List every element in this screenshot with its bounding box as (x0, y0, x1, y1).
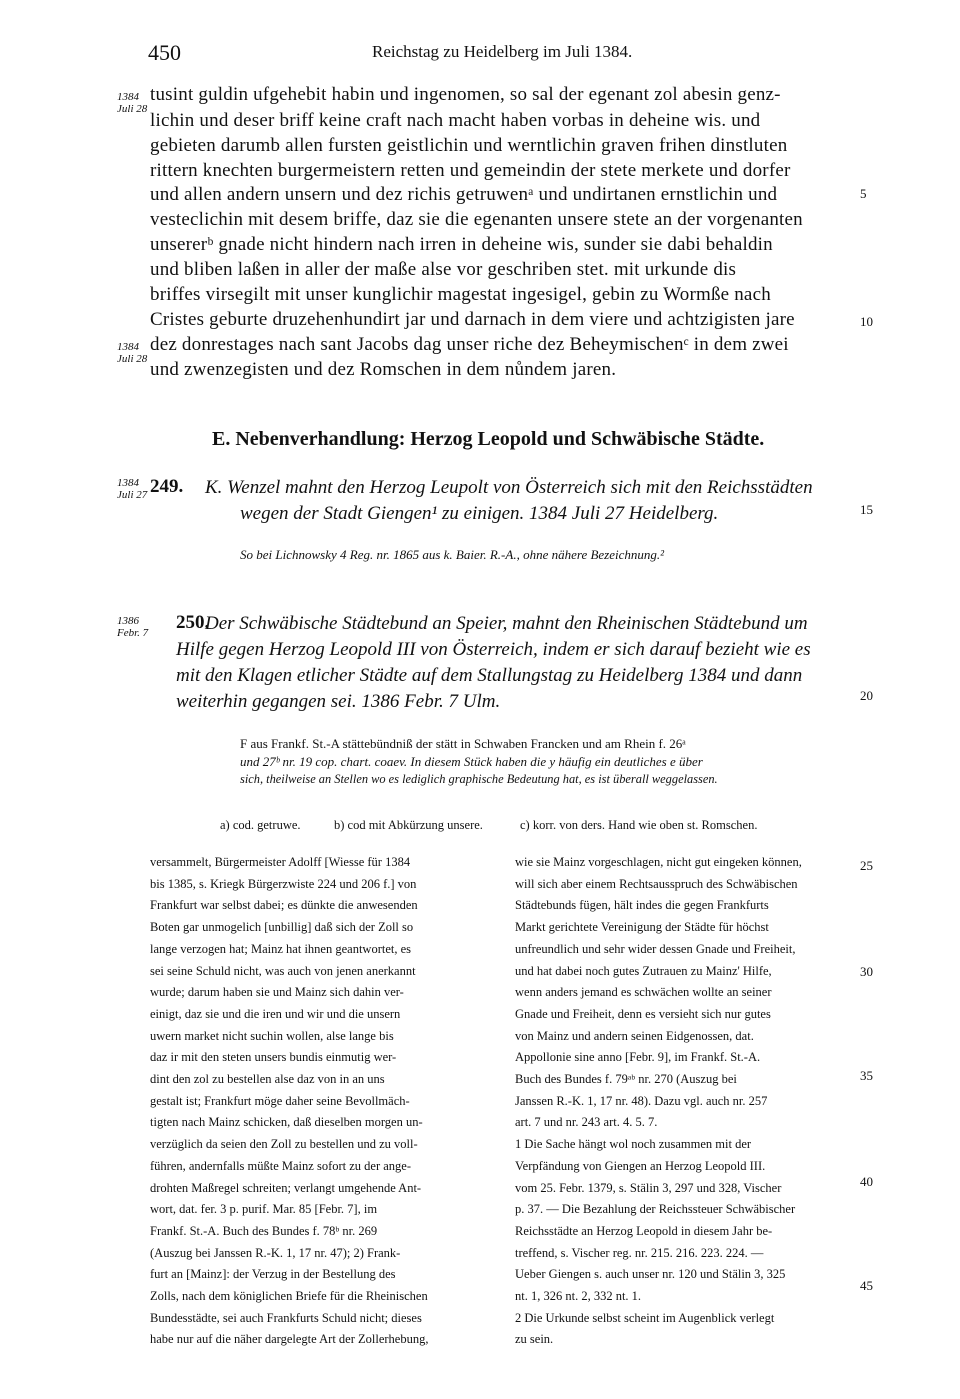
charter-line: vesteclichin mit desem briffe, daz sie die egenanten unsere stete an der vorgenanten (150, 209, 803, 230)
charter-line: unsererᵇ gnade nicht hindern nach irren in deheine wis, sunder sie dabi behaldin (150, 234, 773, 255)
entry-249-title-line: K. Wenzel mahnt den Herzog Leupolt von Österreich sich mit den Reichsstädten (205, 477, 813, 498)
footnote-column-right (515, 852, 855, 1351)
margin-date: 1386 Febr. 7 (117, 615, 149, 639)
margin-date: 1384 Juli 28 (117, 91, 148, 115)
footnote-line: Janssen R.-K. 1, 17 nr. 48). Dazu vgl. auch nr. 257 (515, 1093, 768, 1108)
line-number: 20 (860, 688, 873, 703)
footnote-line: wurde; darum haben sie und Mainz sich dahin ver- (150, 985, 404, 1000)
footnote-line: Ueber Giengen s. auch unser nr. 120 und Stälin 3, 325 (515, 1267, 786, 1282)
entry-250-title-line: Der Schwäbische Städtebund an Speier, mahnt den Rheinischen Städtebund um (205, 613, 808, 634)
section-heading: E. Nebenverhandlung: Herzog Leopold und Schwäbische Städte. (212, 428, 765, 450)
footnote-line: wort, dat. fer. 3 p. purif. Mar. 85 [Febr. 7], im (150, 1202, 378, 1217)
footnote-line: vom 25. Febr. 1379, s. Stälin 3, 297 und 328, Vischer (515, 1180, 782, 1195)
line-number: 30 (860, 964, 873, 979)
footnote-line: tigten nach Mainz schicken, daß dieselben morgen un- (150, 1115, 423, 1130)
line-number: 40 (860, 1174, 873, 1189)
footnote-line: Frankfurt war selbst dabei; es dünkte die anwesenden (150, 898, 418, 913)
footnote-line: von Mainz und andern seinen Eidgenossen, dat. (515, 1028, 754, 1043)
footnote-line: Reichsstädte an Herzog Leopold in diesem Jahr be- (515, 1223, 773, 1238)
footnote-line: habe nur auf die näher dargelegte Art der Zollerhebung, (150, 1332, 429, 1347)
footnote-line: daz ir mit den steten unsers bundis einmutig wer- (150, 1050, 397, 1065)
entry-250-title-line: mit den Klagen etlicher Städte auf dem Stallungstag zu Heidelberg 1384 und dann (176, 665, 803, 686)
line-number: 35 (860, 1068, 873, 1083)
footnote-line: Verpfändung von Giengen an Herzog Leopold III. (515, 1158, 766, 1173)
footnote-line: Zolls, nach dem königlichen Briefe für die Rheinischen (150, 1289, 428, 1304)
entry-250-title-line: weiterhin gegangen sei. 1386 Febr. 7 Ulm. (176, 691, 501, 712)
footnote-line: und hat dabei noch gutes Zutrauen zu Mainz' Hilfe, (515, 963, 772, 978)
footnote-line: p. 37. — Die Bezahlung der Reichssteuer Schwäbischer (515, 1202, 796, 1217)
footnote-line: drohten Maßregel schreiten; verlangt umgehende Ant- (150, 1180, 422, 1195)
footnote-line: sei seine Schuld nicht, was auch von jenen anerkannt (150, 963, 416, 978)
page-number: 450 (148, 40, 181, 65)
footnote-line: unfreundlich und sehr wider dessen Gnade und Freiheit, (515, 941, 796, 956)
footnote-line: zu sein. (515, 1332, 554, 1347)
charter-line: briffes virsegilt mit unser kunglichir magestat ingesigel, gebin zu Wormße nach (150, 284, 771, 305)
footnote-line: Gnade und Freiheit, denn es versieht sich nur gutes (515, 1006, 771, 1021)
charter-line: lichin und deser briff keine craft nach macht haben vorbas in deheine wis. und (150, 110, 761, 131)
line-number: 45 (860, 1278, 873, 1293)
footnote-line: (Auszug bei Janssen R.-K. 1, 17 nr. 47); 2) Frank- (150, 1245, 401, 1260)
entry-249-source: So bei Lichnowsky 4 Reg. nr. 1865 aus k. Baier. R.-A., ohne nähere Bezeichnung.² (240, 547, 665, 562)
footnote-line: Boten gar unmogelich [unbillig] daß sich der Zoll so (150, 920, 414, 935)
footnote-line: versammelt, Bürgermeister Adolff [Wiesse für 1384 (150, 855, 411, 869)
charter-line: dez donrestages nach sant Jacobs dag unser riche dez Beheymischenᶜ in dem zwei (150, 334, 789, 355)
footnote-line: verzüglich da seien den Zoll zu bestellen und zu voll- (150, 1137, 418, 1152)
footnote-line: Frankf. St.-A. Buch des Bundes f. 78ᵇ nr. 269 (150, 1223, 378, 1238)
footnote-line: 1 Die Sache hängt wol noch zusammen mit der (515, 1137, 752, 1152)
footnote-line: wenn anders jemand es schwächen wollte an seiner (515, 985, 772, 1000)
footnote-line: treffend, s. Vischer reg. nr. 215. 216. 223. 224. — (515, 1245, 764, 1260)
entry-249-title-line: wegen der Stadt Giengen¹ zu einigen. 1384 Juli 27 Heidelberg. (240, 503, 719, 524)
charter-line: und bliben laßen in aller der maße alse vor geschriben stet. mit urkunde dis (150, 259, 737, 280)
entry-250-source-line: sich, theilweise an Stellen wo es lediglich graphische Bedeutung hat, es ist überall weggelassen. (240, 772, 718, 786)
footnote-line: führen, andernfalls müßte Mainz sofort zu der ange- (150, 1158, 412, 1173)
charter-line: und zwenzegisten und dez Romschen in dem nůndem jaren. (150, 359, 617, 380)
footnote-line: Appollonie sine anno [Febr. 9], im Frankf. St.-A. (515, 1050, 761, 1065)
footnote-line: einigt, daz sie und die iren und wir und die unsern (150, 1006, 401, 1021)
footnote-line: uwern market nicht suchin wollen, alse lange bis (150, 1028, 394, 1043)
footnote-line: 2 Die Urkunde selbst scheint im Augenblick verlegt (515, 1310, 775, 1325)
variant-note: b) cod mit Abkürzung unsere. (334, 818, 483, 832)
footnote-line: Bundesstädte, sei auch Frankfurts Schuld nicht; dieses (150, 1310, 422, 1325)
footnote-line: gestalt ist; Frankfurt möge daher seine Bevollmäch- (150, 1093, 410, 1108)
footnote-line: art. 7 und nr. 243 art. 4. 5. 7. (515, 1115, 658, 1130)
margin-date: 1384 Juli 28 (117, 341, 148, 365)
entry-249-number: 249. (150, 476, 184, 497)
line-number: 25 (860, 858, 873, 873)
footnote-line: bis 1385, s. Kriegk Bürgerzwiste 224 und 206 f.] von (150, 876, 417, 891)
charter-line: Cristes geburte druzehenhundirt jar und darnach in dem viere und achtzigisten jare (150, 309, 795, 330)
line-number: 10 (860, 314, 873, 329)
footnote-line: furt an [Mainz]: der Verzug in der Bestellung des (150, 1267, 396, 1282)
footnote-line: wie sie Mainz vorgeschlagen, nicht gut eingeken können, (515, 855, 802, 869)
charter-line: gebieten darumb allen fursten geistlichin und werntlichin graven frihen dinstluten (150, 135, 788, 156)
variant-note: a) cod. getruwe. (220, 818, 301, 832)
footnote-line: lange verzogen hat; Mainz hat ihnen geantwortet, es (150, 941, 412, 956)
line-number: 15 (860, 502, 873, 517)
footnote-column-left (150, 852, 495, 1351)
footnote-line: Buch des Bundes f. 79ᵃᵇ nr. 270 (Auszug bei (515, 1072, 737, 1087)
charter-line: tusint guldin ufgehebit habin und ingenomen, so sal der egenant zol abesin genz- (150, 84, 781, 105)
charter-line: und allen andern unsern und dez richis getruwenᵃ und undirtanen ernstlichin und (150, 184, 778, 205)
footnote-line: Städtebunds fügen, hält indes die gegen Frankfurts (515, 898, 769, 913)
entry-250-title-line: Hilfe gegen Herzog Leopold III von Österreich, indem er sich darauf bezieht wie es (176, 639, 811, 660)
footnote-line: nt. 1, 326 nt. 2, 332 nt. 1. (515, 1289, 642, 1304)
footnote-line: will sich aber einem Rechtsausspruch des Schwäbischen (515, 876, 798, 891)
variant-note: c) korr. von ders. Hand wie oben st. Romschen. (520, 818, 758, 832)
charter-line: rittern knechten burgermeistern retten und gemeindin der stete merkete und dorfer (150, 160, 791, 181)
margin-date: 1384 Juli 27 (117, 477, 148, 501)
entry-250-source-line: und 27ᵇ nr. 19 cop. chart. coaev. In diesem Stück haben die y häufig ein deutliches e über (240, 754, 703, 769)
entry-250-source-line: F aus Frankf. St.-A stättebündniß der stätt in Schwaben Francken und am Rhein f. 26ᵃ (240, 736, 686, 751)
running-title: Reichstag zu Heidelberg im Juli 1384. (372, 42, 633, 61)
footnote-line: dint den zol zu bestellen alse daz von in an uns (150, 1072, 385, 1087)
entry-250-number: 250. (176, 612, 210, 633)
line-number: 5 (860, 186, 867, 201)
footnote-line: Markt gerichtete Vereinigung der Städte für höchst (515, 920, 769, 935)
